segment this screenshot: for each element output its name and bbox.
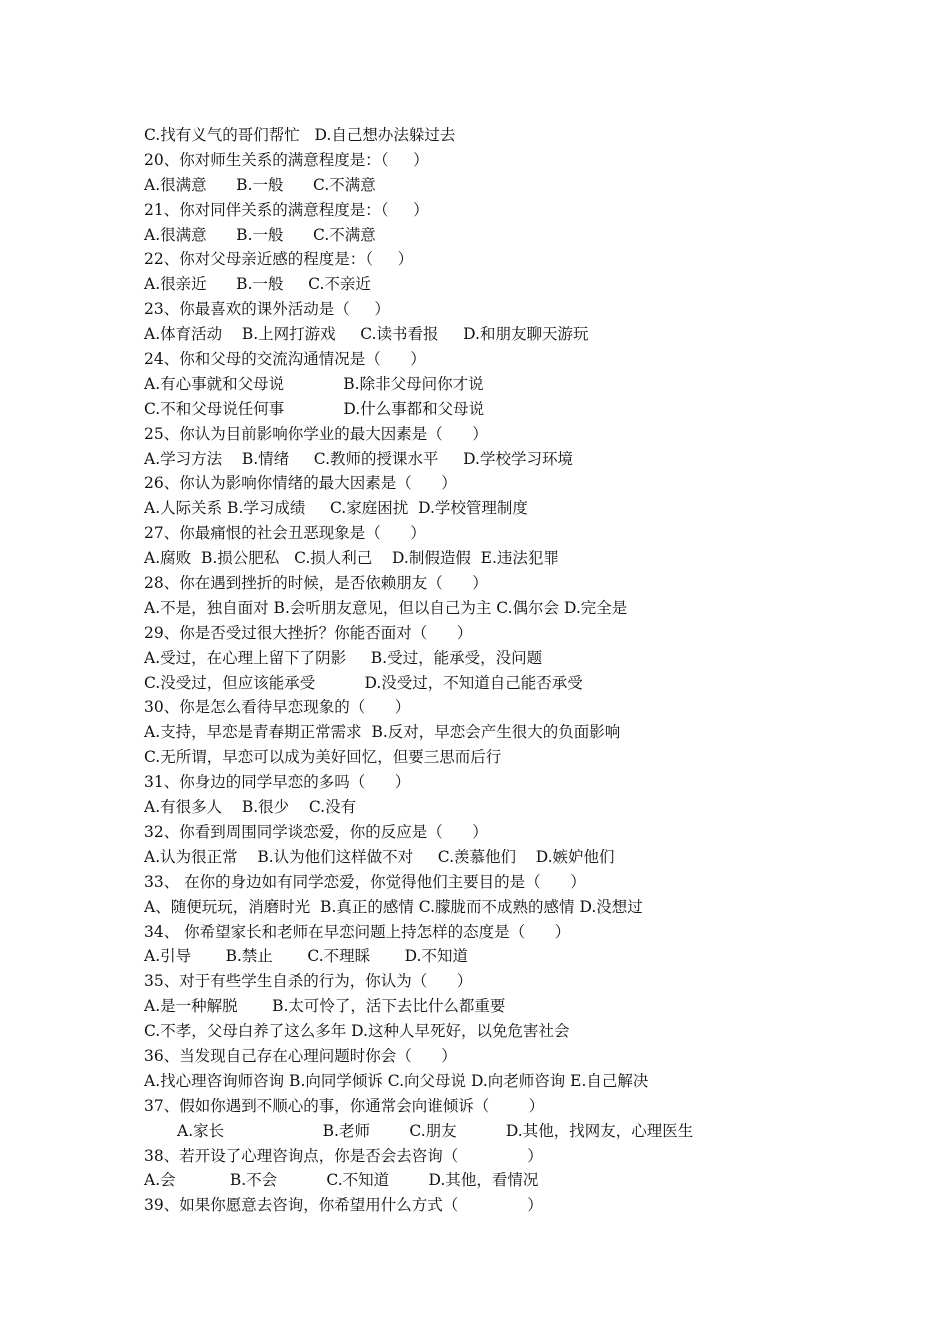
option-line: A.体育活动 B.上网打游戏 C.读书看报 D.和朋友聊天游玩 bbox=[144, 325, 589, 344]
question-line: 33、 在你的身边如有同学恋爱，你觉得他们主要目的是（ ） bbox=[144, 872, 586, 891]
option-line: A.学习方法 B.情绪 C.教师的授课水平 D.学校学习环境 bbox=[144, 449, 573, 468]
option-line: C.无所谓，早恋可以成为美好回忆，但要三思而后行 bbox=[144, 748, 502, 767]
question-line: 30、你是怎么看待早恋现象的（ ） bbox=[144, 698, 411, 717]
option-line: A.人际关系 B.学习成绩 C.家庭困扰 D.学校管理制度 bbox=[144, 499, 528, 518]
option-line: A.认为很正常 B.认为他们这样做不对 C.羡慕他们 D.嫉妒他们 bbox=[144, 847, 615, 866]
question-line: 39、如果你愿意去咨询，你希望用什么方式（ ） bbox=[144, 1196, 543, 1215]
question-line: 38、若开设了心理咨询点，你是否会去咨询（ ） bbox=[144, 1146, 543, 1165]
question-line: 21、你对同伴关系的满意程度是：（ ） bbox=[144, 200, 429, 219]
option-line: C.找有义气的哥们帮忙 D.自己想办法躲过去 bbox=[144, 126, 456, 144]
questionnaire-body bbox=[144, 123, 844, 1218]
option-line: C.不孝，父母白养了这么多年 D.这种人早死好，以免危害社会 bbox=[144, 1022, 570, 1041]
question-line: 23、你最喜欢的课外活动是（ ） bbox=[144, 300, 390, 319]
question-line: 37、假如你遇到不顺心的事，你通常会向谁倾诉（ ） bbox=[144, 1096, 545, 1115]
option-line: A.很亲近 B.一般 C.不亲近 bbox=[144, 275, 371, 294]
option-line: A、随便玩玩，消磨时光 B.真正的感情 C.朦胧而不成熟的感情 D.没想过 bbox=[144, 897, 643, 916]
option-line: A.引导 B.禁止 C.不理睬 D.不知道 bbox=[144, 947, 468, 966]
option-line: C.不和父母说任何事 D.什么事都和父母说 bbox=[144, 399, 485, 418]
question-line: 25、你认为目前影响你学业的最大因素是（ ） bbox=[144, 424, 488, 443]
question-line: 26、你认为影响你情绪的最大因素是（ ） bbox=[144, 474, 457, 493]
option-line: A.是一种解脱 B.太可怜了，活下去比什么都重要 bbox=[144, 997, 506, 1016]
option-line: A.很满意 B.一般 C.不满意 bbox=[144, 225, 376, 244]
question-line: 31、你身边的同学早恋的多吗（ ） bbox=[144, 773, 411, 792]
option-line: A.受过，在心理上留下了阴影 B.受过，能承受，没问题 bbox=[144, 648, 543, 667]
option-line: A.会 B.不会 C.不知道 D.其他，看情况 bbox=[144, 1171, 539, 1190]
question-line: 29、你是否受过很大挫折？你能否面对（ ） bbox=[144, 623, 473, 642]
option-line: A.找心理咨询师咨询 B.向同学倾诉 C.向父母说 D.向老师咨询 E.自己解决 bbox=[144, 1071, 649, 1090]
option-line: A.家长 B.老师 C.朋友 D.其他，找网友，心理医生 bbox=[177, 1121, 694, 1140]
option-line: A.腐败 B.损公肥私 C.损人利己 D.制假造假 E.违法犯罪 bbox=[144, 549, 559, 568]
option-line: A.不是，独自面对 B.会听朋友意见，但以自己为主 C.偶尔会 D.完全是 bbox=[144, 598, 628, 617]
question-line: 20、你对师生关系的满意程度是：（ ） bbox=[144, 150, 429, 169]
question-line: 36、当发现自己存在心理问题时你会（ ） bbox=[144, 1046, 457, 1065]
question-line: 24、你和父母的交流沟通情况是（ ） bbox=[144, 350, 426, 369]
option-line: A.有很多人 B.很少 C.没有 bbox=[144, 798, 357, 817]
question-line: 28、你在遇到挫折的时候，是否依赖朋友（ ） bbox=[144, 574, 488, 593]
option-line: A.有心事就和父母说 B.除非父母问你才说 bbox=[144, 374, 484, 393]
question-line: 22、你对父母亲近感的程度是：（ ） bbox=[144, 250, 414, 269]
option-line: C.没受过，但应该能承受 D.没受过，不知道自己能否承受 bbox=[144, 673, 583, 692]
question-line: 34、 你希望家长和老师在早恋问题上持怎样的态度是（ ） bbox=[144, 922, 571, 941]
option-line: A.支持，早恋是青春期正常需求 B.反对，早恋会产生很大的负面影响 bbox=[144, 723, 621, 742]
option-line: A.很满意 B.一般 C.不满意 bbox=[144, 175, 376, 194]
question-line: 27、你最痛恨的社会丑恶现象是（ ） bbox=[144, 524, 426, 543]
question-line: 35、对于有些学生自杀的行为，你认为（ ） bbox=[144, 972, 473, 991]
question-line: 32、你看到周围同学谈恋爱，你的反应是（ ） bbox=[144, 822, 488, 841]
